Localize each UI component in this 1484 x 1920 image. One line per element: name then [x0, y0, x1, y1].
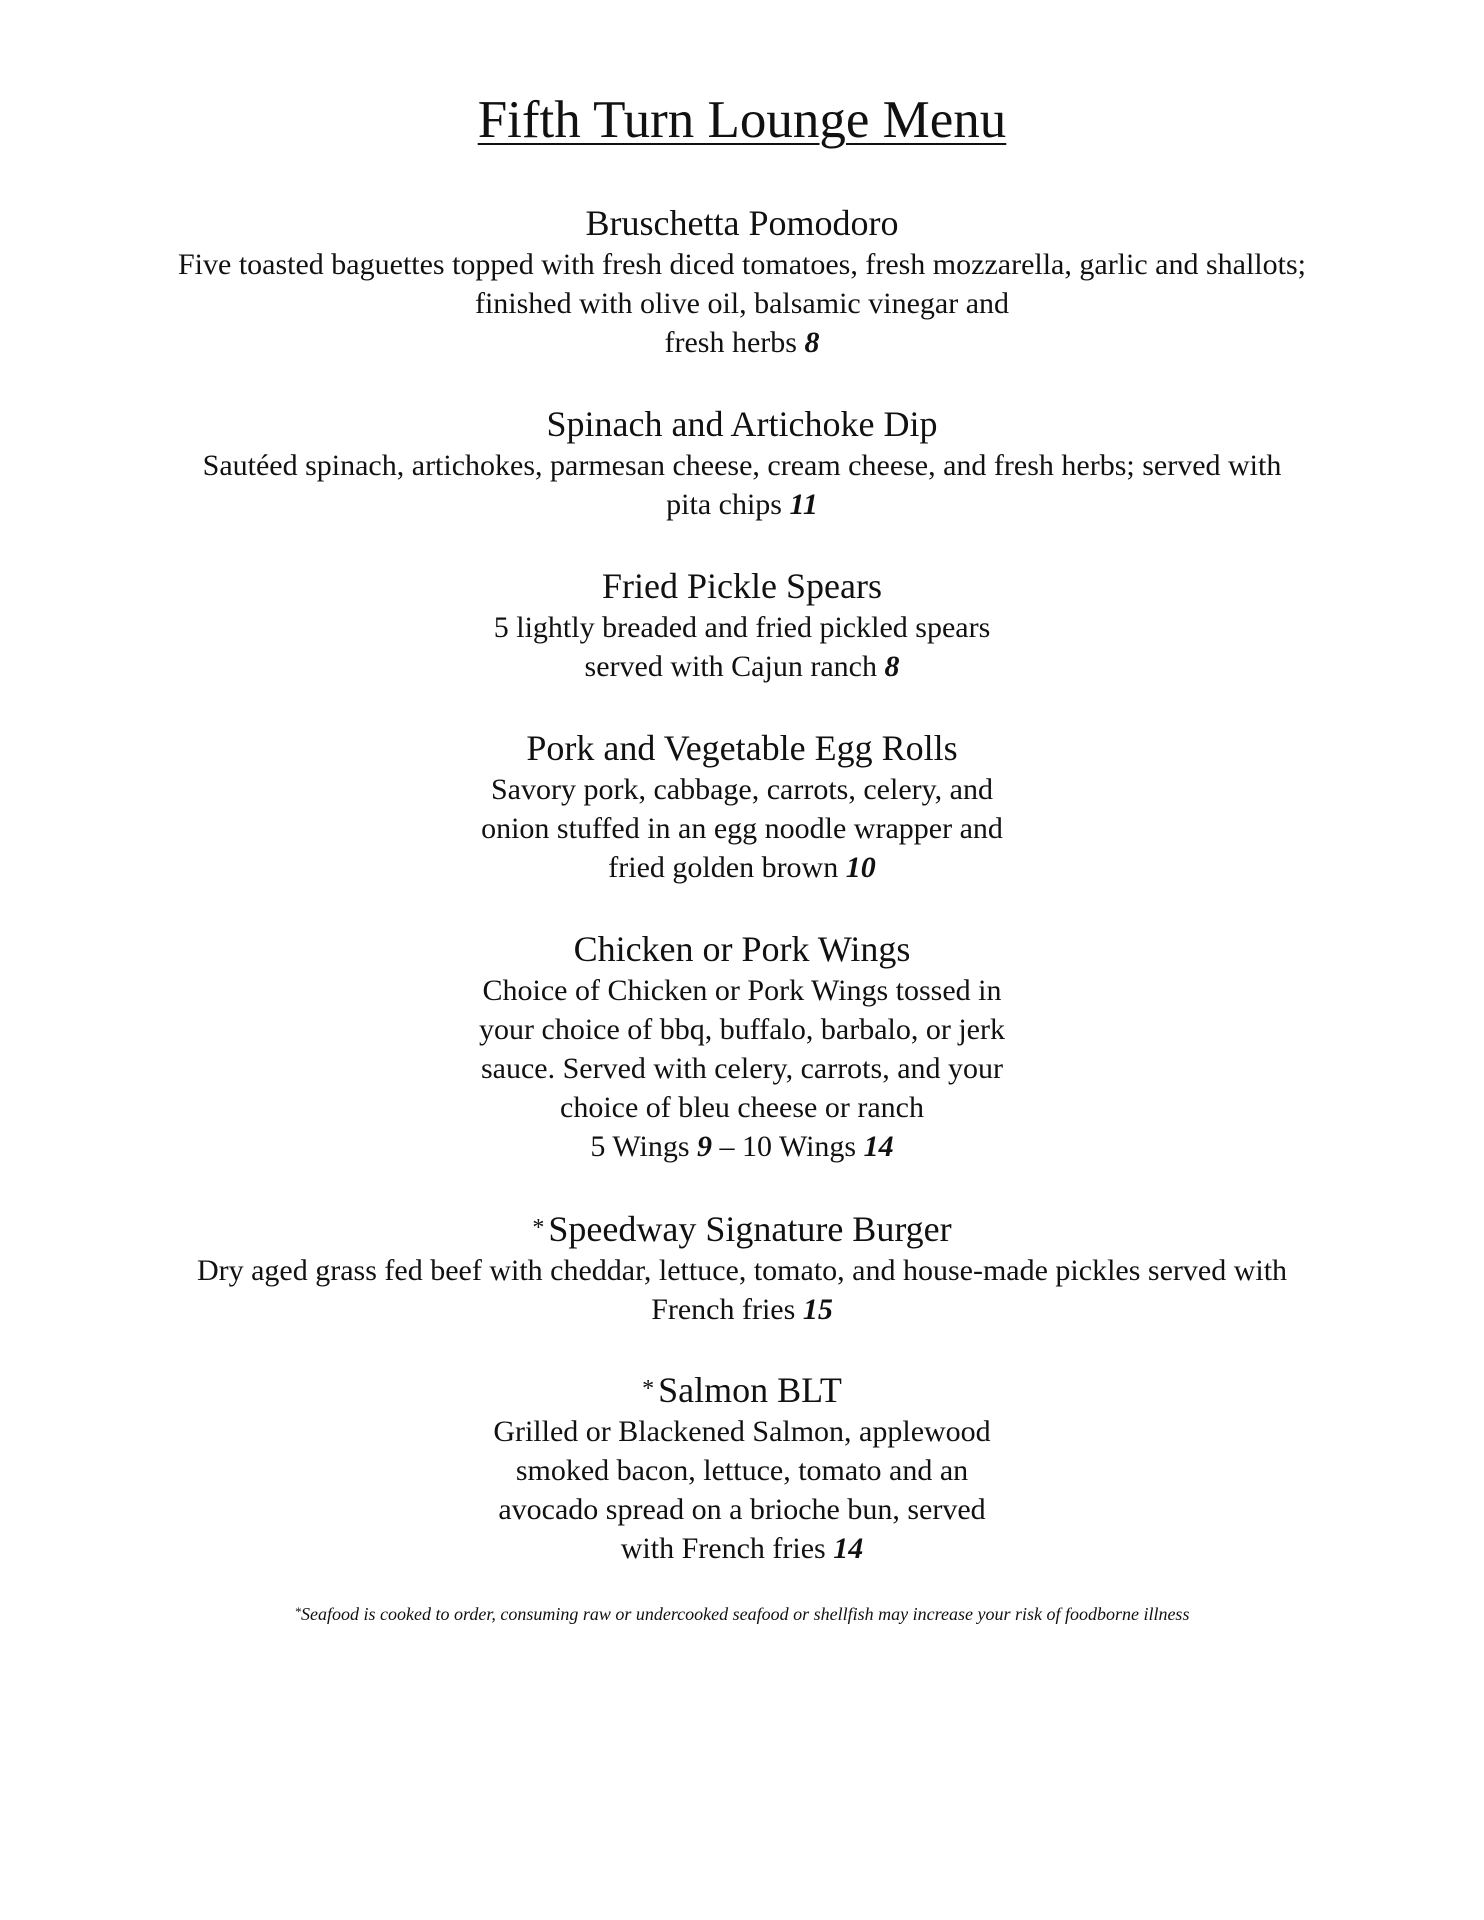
- item-name: [0, 1206, 1484, 1251]
- description-line: Savory pork, cabbage, carrots, celery, and: [490, 773, 993, 806]
- description-line: choice of bleu cheese or ranch: [560, 1091, 924, 1124]
- description-text: with French fries: [620, 1532, 826, 1565]
- description-text: French fries: [651, 1293, 796, 1326]
- item-name: Pork and Vegetable Egg Rolls: [526, 728, 958, 768]
- menu-item-egg-rolls: [0, 726, 1484, 887]
- description-line: 5 lightly breaded and fried pickled spears: [493, 611, 991, 644]
- description-line: Five toasted baguettes topped with fresh diced tomatoes, fresh mozzarella, garlic and shallots;: [178, 248, 1306, 281]
- item-description: [0, 245, 1484, 362]
- item-description: [0, 608, 1484, 686]
- item-name: Fried Pickle Spears: [602, 566, 882, 606]
- description-line: smoked bacon, lettuce, tomato and an: [515, 1454, 969, 1487]
- item-price: 11: [789, 488, 818, 521]
- raw-food-asterisk: *: [642, 1376, 655, 1402]
- description-line: [0, 485, 1484, 524]
- disclaimer-asterisk: *: [294, 1604, 302, 1619]
- description-text: pita chips: [666, 488, 782, 521]
- item-name-text: Salmon BLT: [658, 1370, 842, 1410]
- item-price: 14: [863, 1130, 894, 1163]
- item-name: Chicken or Pork Wings: [573, 929, 911, 969]
- description-line: [0, 1290, 1484, 1329]
- description-line: your choice of bbq, buffalo, barbalo, or jerk: [479, 1013, 1005, 1046]
- description-line: finished with olive oil, balsamic vinegar and: [474, 287, 1010, 320]
- description-line: Dry aged grass fed beef with cheddar, lettuce, tomato, and house-made pickles served with: [196, 1254, 1288, 1287]
- description-text: fried golden brown: [608, 851, 839, 884]
- item-description: [0, 1251, 1484, 1329]
- description-text: fresh herbs: [664, 326, 797, 359]
- item-name: [0, 1367, 1484, 1412]
- price-separator: –: [719, 1130, 735, 1163]
- wings-option-label: 5 Wings: [590, 1130, 690, 1163]
- seafood-disclaimer: [0, 1600, 1484, 1626]
- item-name-text: Speedway Signature Burger: [548, 1209, 952, 1249]
- menu-item-bruschetta: [0, 201, 1484, 362]
- raw-food-asterisk: *: [532, 1215, 545, 1241]
- description-line: Choice of Chicken or Pork Wings tossed in: [482, 974, 1002, 1007]
- description-line: [0, 647, 1484, 686]
- description-line: Grilled or Blackened Salmon, applewood: [493, 1415, 991, 1448]
- item-price: 8: [884, 650, 900, 683]
- description-line: [0, 323, 1484, 362]
- item-price: 9: [697, 1130, 712, 1163]
- description-line: [0, 1529, 1484, 1568]
- description-line: sauce. Served with celery, carrots, and your: [480, 1052, 1003, 1085]
- wings-option-label: 10 Wings: [742, 1130, 857, 1163]
- item-name: Bruschetta Pomodoro: [585, 203, 899, 243]
- menu-title: Fifth Turn Lounge Menu: [477, 91, 1007, 149]
- description-line: [0, 848, 1484, 887]
- description-line: avocado spread on a brioche bun, served: [498, 1493, 986, 1526]
- item-description: [0, 971, 1484, 1166]
- description-line: Sautéed spinach, artichokes, parmesan cheese, cream cheese, and fresh herbs; served with: [202, 449, 1282, 482]
- description-text: served with Cajun ranch: [584, 650, 877, 683]
- wings-price-line: [0, 1127, 1484, 1166]
- item-description: [0, 1412, 1484, 1568]
- menu-item-spinach-dip: [0, 402, 1484, 524]
- menu-item-wings: [0, 927, 1484, 1166]
- item-price: 15: [802, 1293, 833, 1326]
- menu-item-burger: [0, 1206, 1484, 1329]
- item-description: [0, 770, 1484, 887]
- item-price: 8: [804, 326, 820, 359]
- item-price: 14: [833, 1532, 864, 1565]
- item-price: 10: [845, 851, 876, 884]
- item-description: [0, 446, 1484, 524]
- menu-item-salmon-blt: [0, 1367, 1484, 1568]
- menu-item-fried-pickles: [0, 564, 1484, 686]
- disclaimer-text: Seafood is cooked to order, consuming raw or undercooked seafood or shellfish may increase your risk of foodborne illness: [301, 1604, 1190, 1624]
- item-name: Spinach and Artichoke Dip: [546, 404, 938, 444]
- description-line: onion stuffed in an egg noodle wrapper and: [481, 812, 1003, 845]
